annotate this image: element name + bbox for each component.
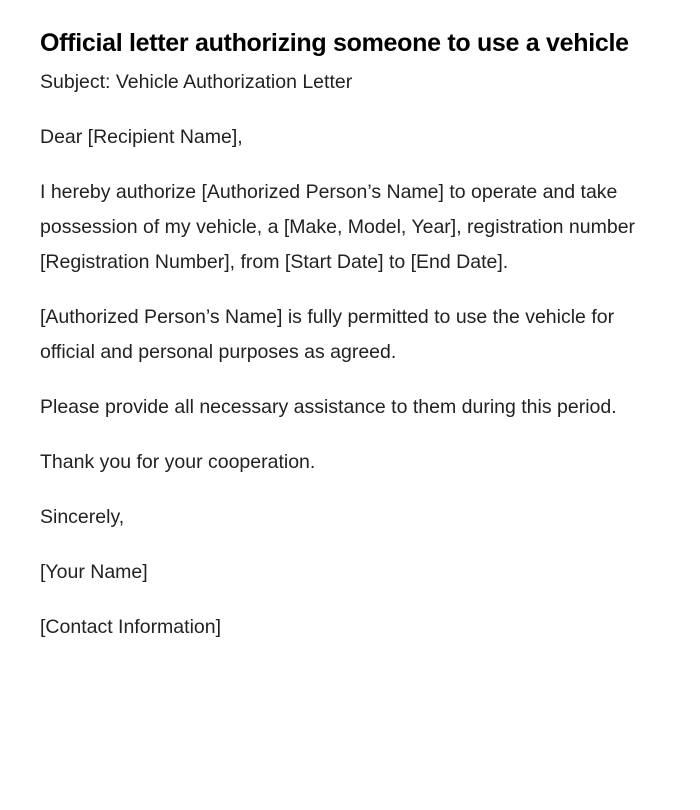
- letter-signature-name: [Your Name]: [40, 561, 148, 583]
- letter-subject: Subject: Vehicle Authorization Letter: [40, 71, 353, 93]
- letter-closing: Sincerely,: [40, 506, 125, 528]
- page-title: Official letter authorizing someone to use a vehicle: [40, 29, 629, 57]
- letter-body-paragraph-permission: [Authorized Person’s Name] is fully permitted to use the vehicle for official and personal purposes as agreed.: [40, 306, 615, 363]
- letter-body-paragraph-authorization: I hereby authorize [Authorized Person’s Name] to operate and take possession of my vehicle, a [Make, Model, Year], registration number [Registration Number], from [Start Date] to [End Date].: [40, 181, 636, 273]
- letter-salutation: Dear [Recipient Name],: [40, 126, 243, 148]
- letter-body-paragraph-assistance: Please provide all necessary assistance to them during this period.: [40, 396, 617, 418]
- letter-body-paragraph-thanks: Thank you for your cooperation.: [40, 451, 316, 473]
- letter-contact-information: [Contact Information]: [40, 616, 222, 638]
